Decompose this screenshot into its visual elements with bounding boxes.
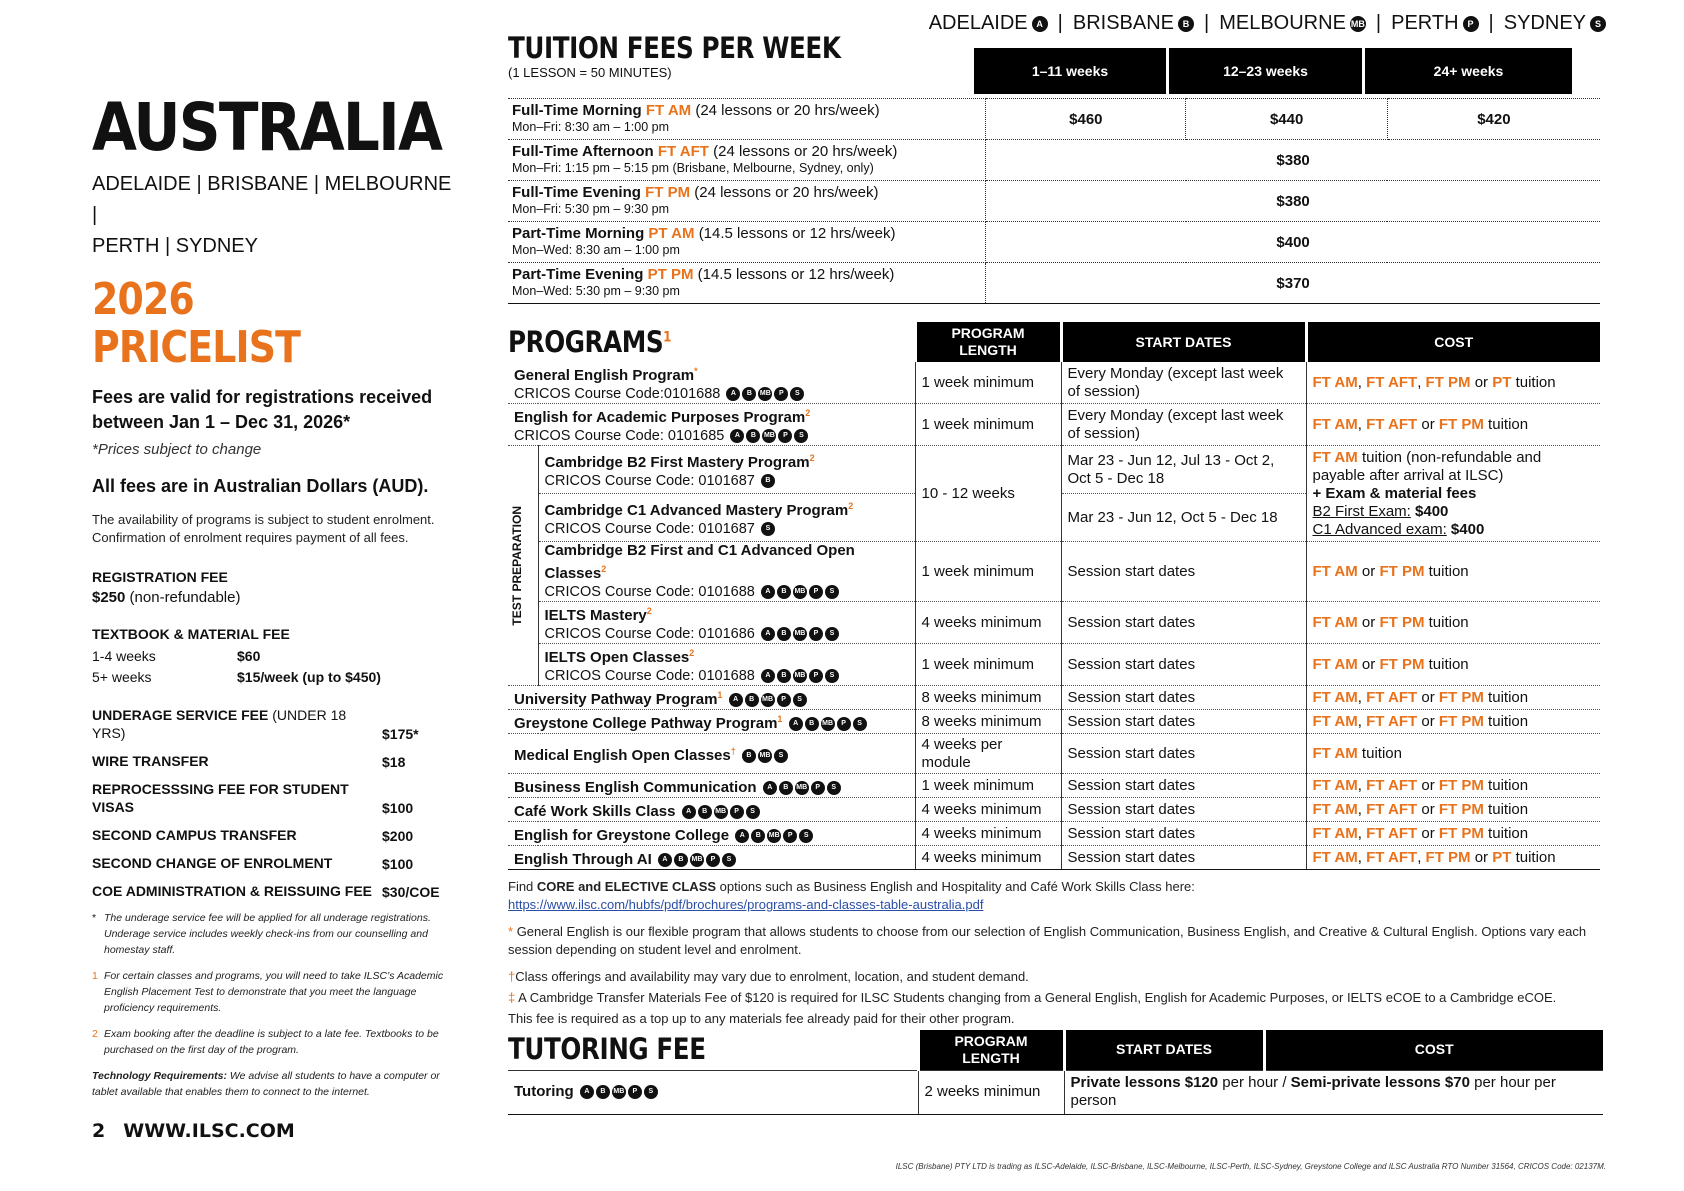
campus-badge-icon: MB	[758, 387, 772, 401]
campus-badge-icon: A	[735, 829, 749, 843]
campus-strip: ADELAIDE A | BRISBANE B | MELBOURNE MB | PERTH P | SYDNEY S	[929, 12, 1606, 35]
cost-cell: FT AM, FT AFT or FT PM tuition	[1306, 686, 1600, 710]
campus-badge-icon: A	[658, 853, 672, 867]
campus-badge-icon: P	[809, 669, 823, 683]
footnotes	[92, 910, 462, 1058]
tuition-column-headers	[974, 48, 1572, 94]
header-cost: COST	[1306, 322, 1600, 362]
cost-cell: FT AM or FT PM tuition	[1306, 644, 1600, 686]
fee-row: SECOND CHANGE OF ENROLMENT $100	[92, 854, 414, 872]
campus-badge-icon: S	[644, 1085, 658, 1099]
program-row: General English Program* CRICOS Course Code:0101688 A B MB P S 1 week minimum Every Monday (except last week of session) FT AM, FT AFT, FT PM or PT tuition	[508, 362, 1600, 404]
campus-badge-icon: MB	[714, 805, 728, 819]
campus-melbourne: MELBOURNE MB	[1219, 12, 1365, 34]
cost-cell: FT AM, FT AFT, FT PM or PT tuition	[1306, 362, 1600, 404]
campus-badge-icon: A	[763, 781, 777, 795]
campus-brisbane: BRISBANE B	[1073, 12, 1194, 35]
footnote: 1 For certain classes and programs, you will need to take ILSC’s Academic English Placement Test to demonstrate that you meet the language proficiency requirements.	[92, 969, 444, 1014]
price-cell: $460	[986, 99, 1186, 140]
registration-fee-heading: REGISTRATION FEE	[92, 568, 228, 585]
cost-cell: FT AM, FT AFT or FT PM tuition	[1306, 774, 1600, 798]
right-section	[508, 31, 1603, 1115]
tutoring-table	[508, 1030, 1603, 1115]
cost-cell: FT AM or FT PM tuition	[1306, 602, 1600, 644]
tuition-row: Full-Time Morning FT AM (24 lessons or 20 hrs/week) Mon–Fri: 8:30 am – 1:00 pm $460 $440 $420	[508, 99, 1600, 140]
textbook-row: 1-4 weeks $60	[92, 647, 261, 664]
tutor-header-cost: COST	[1264, 1030, 1603, 1070]
tuition-row: Part-Time Evening PT PM (14.5 lessons or 12 hrs/week) Mon–Wed: 5:30 pm – 9:30 pm $370	[508, 263, 1600, 304]
program-row: Medical English Open Classes† B MB S 4 weeks per module Session start dates FT AM tuition	[508, 734, 1600, 774]
campus-badge-icon: S	[793, 693, 807, 707]
cost-cell: FT AM, FT AFT or FT PM tuition	[1306, 822, 1600, 846]
campus-badge-icon: MB	[795, 781, 809, 795]
program-row: Cambridge B2 First and C1 Advanced Open Classes$^2$ CRICOS Course Code: 0101688 A B MB P S 1 week minimum Session start dates FT AM or FT PM tuition	[508, 542, 1600, 602]
campus-badge-icon: B	[746, 429, 760, 443]
fee-row: UNDERAGE SERVICE FEE (UNDER 18 YRS) $175*	[92, 706, 419, 742]
campus-sydney: SYDNEY S	[1504, 12, 1606, 35]
campus-perth: PERTH P	[1391, 12, 1478, 35]
tuition-table	[508, 98, 1600, 304]
header-program-length: PROGRAM LENGTH	[915, 322, 1061, 362]
registration-fee-value: $250 (non-refundable)	[92, 588, 241, 606]
campus-badge-icon: B	[805, 717, 819, 731]
campus-badge-icon: S	[722, 853, 736, 867]
campus-badge-icon: B	[777, 669, 791, 683]
textbook-fee-heading: TEXTBOOK & MATERIAL FEE	[92, 625, 290, 642]
campus-badge-icon: A	[580, 1085, 594, 1099]
campus-badge-icon: A	[682, 805, 696, 819]
program-row: University Pathway Program$^1$ A B MB P S 8 weeks minimum Session start dates FT AM, FT AFT or FT PM tuition	[508, 686, 1600, 710]
campus-badge-icon: A	[761, 669, 775, 683]
programs-section	[508, 322, 1603, 870]
campus-badge-icon: B	[761, 474, 775, 488]
website-link[interactable]: WWW.ILSC.COM	[123, 1120, 295, 1142]
program-row: English Through AI A B MB P S 4 weeks minimum Session start dates FT AM, FT AFT, FT PM or PT tuition	[508, 846, 1600, 870]
campus-badge-icon: B	[777, 585, 791, 599]
col-12-23-weeks: 12–23 weeks	[1169, 48, 1362, 94]
tuition-row: Full-Time Evening FT PM (24 lessons or 20 hrs/week) Mon–Fri: 5:30 pm – 9:30 pm $380	[508, 181, 1600, 222]
cost-cell: FT AM, FT AFT or FT PM tuition	[1306, 710, 1600, 734]
campus-badge-icon: S	[825, 669, 839, 683]
fee-row: COE ADMINISTRATION & REISSUING FEE $30/COE	[92, 882, 440, 900]
page-title: AUSTRALIA	[92, 89, 442, 166]
program-row: IELTS Open Classes$^2$ CRICOS Course Code: 0101688 A B MB P S 1 week minimum Session start dates FT AM or FT PM tuition	[508, 644, 1600, 686]
tutor-header-length: PROGRAM LENGTH	[918, 1030, 1064, 1070]
tuition-section	[508, 31, 1603, 304]
campus-badge-icon: P	[730, 805, 744, 819]
program-row: TEST PREPARATION Cambridge B2 First Mastery Program$^2$ CRICOS Course Code: 0101687 B 10 - 12 weeks Mar 23 - Jun 12, Jul 13 - Oct 2, Oct 5 - Dec 18 FT AM tuition (non-refundable and payable after arrival at ILSC) + Exam & material fees B2 First Exam: $400 C1 Advanced exam: $400	[508, 446, 1600, 494]
program-row: Cambridge C1 Advanced Mastery Program$^2$ CRICOS Course Code: 0101687 S Mar 23 - Jun 12, Oct 5 - Dec 18	[508, 494, 1600, 542]
campus-badge-icon: MB	[762, 429, 776, 443]
campus-badge-icon: B	[698, 805, 712, 819]
campus-badge-icon: A	[730, 429, 744, 443]
tuition-title: TUITION FEES PER WEEK	[508, 31, 841, 65]
campus-adelaide: ADELAIDE A	[929, 12, 1048, 35]
campus-badge-icon: B	[742, 749, 756, 763]
campus-badge-icon: P	[777, 693, 791, 707]
fee-row: WIRE TRANSFER $18	[92, 752, 406, 770]
col-24-weeks: 24+ weeks	[1365, 48, 1572, 94]
footnote: 2 Exam booking after the deadline is subject to a late fee. Textbooks to be purchased on the first day of the program.	[92, 1027, 439, 1056]
program-row: Business English Communication A B MB P S 1 week minimum Session start dates FT AM, FT AFT or FT PM tuition	[508, 774, 1600, 798]
program-notes: Find CORE and ELECTIVE CLASS options such as Business English and Hospitality and Café Work Skills Class here: https://www.ilsc.com/hubfs/pdf/brochures/programs-and-classes-table-australia.pdf * General English is our flexible program that allows students to choose from our selection of English Communication, Business English, and Creative & Cultural English. Options vary each session depending on student level and enrolment. †Class offerings and availability may vary due to enrolment, location, and student demand. ‡ A Cambridge Transfer Materials Fee of $120 is required for ILSC Students changing from a General English, English for Academic Purposes, or IELTS eCOE to a Cambridge eCOE. This fee is required as a top up to any materials fee already paid for their other program.	[508, 879, 1587, 1026]
cost-cell: FT AM or FT PM tuition	[1306, 542, 1600, 602]
campus-badge-icon: P	[628, 1085, 642, 1099]
program-row: Café Work Skills Class A B MB P S 4 weeks minimum Session start dates FT AM, FT AFT or FT PM tuition	[508, 798, 1600, 822]
cost-cell: FT AM, FT AFT, FT PM or PT tuition	[1306, 846, 1600, 870]
campus-badge-icon: B	[742, 387, 756, 401]
program-row: Greystone College Pathway Program$^1$ A B MB P S 8 weeks minimum Session start dates FT AM, FT AFT or FT PM tuition	[508, 710, 1600, 734]
campus-badge-icon: MB	[612, 1085, 626, 1099]
campus-badge-icon: B	[674, 853, 688, 867]
legal-footer: ILSC (Brisbane) PTY LTD is trading as ILSC-Adelaide, ILSC-Brisbane, ILSC-Melbourne, ILSC-Perth, ILSC-Sydney, Greystone College and ILSC Australia RTO Number 31564, CRICOS Code: 02137M.	[895, 1162, 1606, 1171]
subject-note: *Prices subject to change	[92, 440, 262, 458]
price-cell: $380	[986, 181, 1600, 222]
campus-badge-icon: P	[783, 829, 797, 843]
lesson-note: (1 LESSON = 50 MINUTES)	[508, 65, 672, 80]
program-row: English for Academic Purposes Program$^2$ CRICOS Course Code: 0101685 A B MB P S 1 week minimum Every Monday (except last week of session) FT AM, FT AFT or FT PM tuition	[508, 404, 1600, 446]
page-footer	[92, 1120, 313, 1142]
campus-badge-icon: S	[790, 387, 804, 401]
campus-badge-icon: MB	[793, 669, 807, 683]
tutoring-title: TUTORING FEE	[508, 1032, 706, 1067]
cities-list: ADELAIDE | BRISBANE | MELBOURNE | PERTH | SYDNEY	[92, 173, 452, 257]
campus-badge-icon: MB	[767, 829, 781, 843]
tuition-row: Part-Time Morning PT AM (14.5 lessons or 12 hrs/week) Mon–Wed: 8:30 am – 1:00 pm $400	[508, 222, 1600, 263]
campus-badge-icon: P	[778, 429, 792, 443]
campus-badge-icon: MB	[690, 853, 704, 867]
campus-badge-icon: P	[811, 781, 825, 795]
campus-badge-icon: MB	[761, 693, 775, 707]
price-cell: $400	[986, 222, 1600, 263]
tuition-row: Full-Time Afternoon FT AFT (24 lessons or 20 hrs/week) Mon–Fri: 1:15 pm – 5:15 pm (Brisbane, Melbourne, Sydney, only) $380	[508, 140, 1600, 181]
campus-badge-icon: A	[729, 693, 743, 707]
campus-badge-icon: A	[789, 717, 803, 731]
campus-badge-icon: A	[1032, 16, 1048, 32]
test-prep-label: TEST PREPARATION	[510, 505, 524, 626]
price-cell: $380	[986, 140, 1600, 181]
campus-badge-icon: MB	[821, 717, 835, 731]
col-1-11-weeks: 1–11 weeks	[974, 48, 1166, 94]
campus-badge-icon: A	[761, 627, 775, 641]
campus-badge-icon: P	[774, 387, 788, 401]
campus-badge-icon: S	[825, 585, 839, 599]
pricelist-title: 2026 PRICELIST	[92, 274, 301, 374]
campus-badge-icon: A	[726, 387, 740, 401]
campus-badge-icon: B	[779, 781, 793, 795]
page-number: 2	[92, 1120, 106, 1142]
footnote: * The underage service fee will be applied for all underage registrations. Underage service includes weekly check-ins from our counselling and homestay staff.	[92, 911, 431, 956]
validity-text: Fees are valid for registrations received between Jan 1 – Dec 31, 2026*	[92, 386, 433, 432]
campus-badge-icon: B	[1178, 16, 1194, 32]
campus-badge-icon: MB	[793, 585, 807, 599]
campus-badge-icon: B	[751, 829, 765, 843]
price-cell: $420	[1387, 99, 1600, 140]
tech-requirements: Technology Requirements: We advise all students to have a computer or tablet available that enables them to connect to the internet.	[92, 1069, 440, 1098]
campus-badge-icon: S	[799, 829, 813, 843]
classes-link[interactable]: https://www.ilsc.com/hubfs/pdf/brochures/programs-and-classes-table-australia.pdf	[508, 897, 984, 912]
textbook-row: 5+ weeks $15/week (up to $450)	[92, 668, 381, 685]
fees-list	[92, 706, 462, 900]
campus-badge-icon: B	[745, 693, 759, 707]
campus-badge-icon: S	[746, 805, 760, 819]
cost-cell: FT AM tuition	[1306, 734, 1600, 774]
program-row: IELTS Mastery$^2$ CRICOS Course Code: 0101686 A B MB P S 4 weeks minimum Session start dates FT AM or FT PM tuition	[508, 602, 1600, 644]
fee-row: SECOND CAMPUS TRANSFER $200	[92, 826, 414, 844]
programs-title: PROGRAMS$^1$	[508, 324, 672, 359]
campus-badge-icon: S	[794, 429, 808, 443]
programs-table	[508, 322, 1600, 870]
campus-badge-icon: A	[761, 585, 775, 599]
tutoring-row: Tutoring A B MB P S 2 weeks minimun Private lessons $120 per hour / Semi-private lessons $70 per hour per person	[508, 1070, 1603, 1114]
campus-badge-icon: B	[777, 627, 791, 641]
campus-badge-icon: P	[1463, 16, 1479, 32]
campus-badge-icon: P	[809, 585, 823, 599]
fee-row: REPROCESSSING FEE FOR STUDENT VISAS $100	[92, 780, 414, 816]
campus-badge-icon: S	[853, 717, 867, 731]
availability-note: The availability of programs is subject to student enrolment. Confirmation of enrolment requires payment of all fees.	[92, 511, 435, 545]
campus-badge-icon: S	[827, 781, 841, 795]
cost-cell: FT AM, FT AFT or FT PM tuition	[1306, 798, 1600, 822]
campus-badge-icon: MB	[1350, 16, 1366, 32]
header-start-dates: START DATES	[1061, 322, 1306, 362]
campus-badge-icon: B	[596, 1085, 610, 1099]
campus-badge-icon: S	[774, 749, 788, 763]
cost-cell: FT AM, FT AFT or FT PM tuition	[1306, 404, 1600, 446]
program-row: English for Greystone College A B MB P S 4 weeks minimum Session start dates FT AM, FT AFT or FT PM tuition	[508, 822, 1600, 846]
campus-badge-icon: P	[837, 717, 851, 731]
campus-badge-icon: MB	[758, 749, 772, 763]
campus-badge-icon: S	[825, 627, 839, 641]
campus-badge-icon: MB	[793, 627, 807, 641]
campus-badge-icon: P	[706, 853, 720, 867]
campus-badge-icon: S	[1590, 16, 1606, 32]
price-cell: $370	[986, 263, 1600, 304]
left-column	[92, 89, 462, 1100]
currency-note: All fees are in Australian Dollars (AUD).	[92, 475, 429, 496]
campus-badge-icon: S	[761, 522, 775, 536]
tutor-header-start: START DATES	[1064, 1030, 1264, 1070]
textbook-fee-rows	[92, 646, 462, 688]
campus-badge-icon: P	[809, 627, 823, 641]
price-cell: $440	[1186, 99, 1387, 140]
